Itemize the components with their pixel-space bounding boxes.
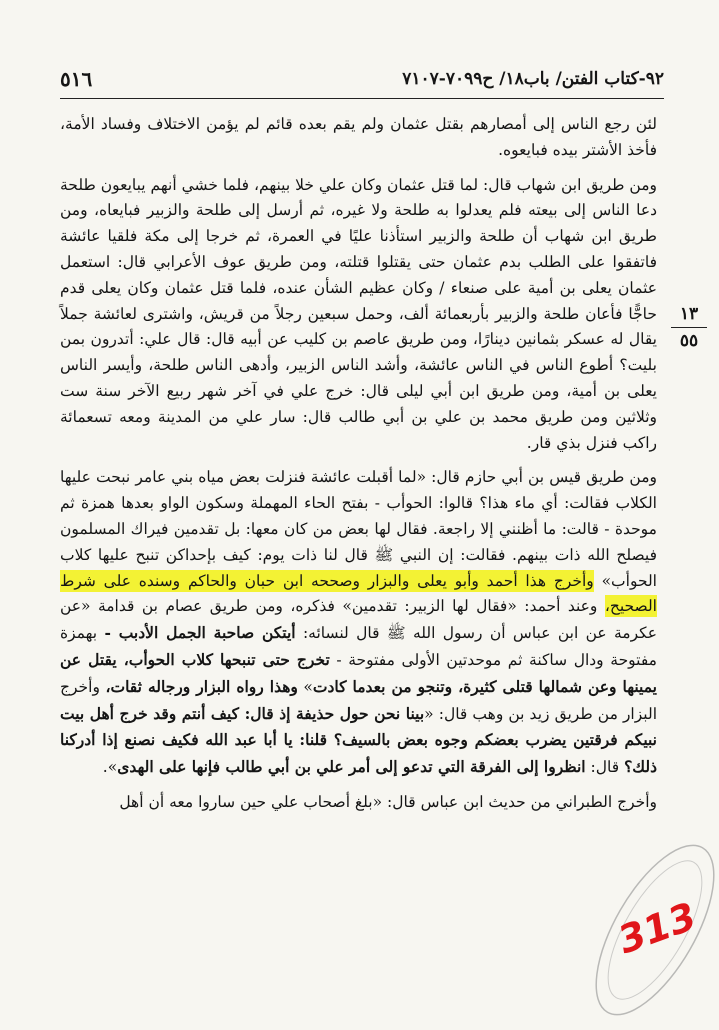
paragraph-3 xyxy=(60,465,657,781)
margin-reference xyxy=(667,303,711,352)
body-text xyxy=(60,112,657,1004)
margin-reference-divider xyxy=(671,327,707,328)
margin-reference-bottom: ٥٥ xyxy=(679,331,699,351)
watermark-text: 313 xyxy=(612,893,702,963)
p3-text-5: وأخرج البزار من طريق زيد بن وهب قال: « xyxy=(60,677,658,723)
p3-bold-4: بينا نحن حول حذيفة إذ قال: كيف أنتم وقد خرج أهل بيت نبيكم فرقتين يضرب بعضكم وجوه بعض بالسيف؟ قلنا: يا أبا عبد الله فكيف نصنع إذا أدركنا ذلك؟ xyxy=(60,703,657,777)
paragraph-2: ومن طريق ابن شهاب قال: لما قتل عثمان وكان علي خلا بينهم، فلما خشي أنهم يبايعون طلحة دعا الناس إلى بيعته فلم يعدلوا به طلحة ولا غيره، ثم أرسل إلى طلحة والزبير فبايعاه، ومن طريق ابن شهاب أن طلحة والزبير استأذنا عليًا في العمرة، ثم خرجا إلى مكة فلقيا عائشة فاتفقوا على الطلب بدم عثمان حتى يقتلوا قتلته، ومن طريق عوف الأعرابي قال: استعمل عثمان يعلى بن أمية على صنعاء / وكان عظيم الشأن عنده، فلما قتل عثمان وكان يعلى قدم حاجًّا فأعان طلحة والزبير بأربعمائة ألف، وحمل سبعين رجلاً من قريش، واشترى لعائشة جملاً يقال له عسكر بثمانين دينارًا، ومن طريق عاصم بن كليب عن أبيه قال: قال علي: أتدرون بمن بليت؟ أطوع الناس في الناس عائشة، وأشد الناس الزبير، وأدهى الناس طلحة، وأيسر الناس يعلى بن أمية، ومن طريق ابن أبي ليلى قال: خرج علي في آخر شهر ربيع الآخر سنة ست وثلاثين ومن طريق محمد بن علي بن أبي طالب قال: سار علي من المدينة ومعه تسعمائة راكب فنزل بذي قار. xyxy=(60,175,657,452)
p3-bold-3: وهذا رواه البزار ورجاله ثقات، xyxy=(105,676,298,696)
margin-reference-top: ١٣ xyxy=(679,304,699,324)
page-number: ٥١٦ xyxy=(60,67,93,91)
header-rule xyxy=(60,98,664,99)
p3-bold-5: انظروا إلى الفرقة التي تدعو إلى أمر علي بن أبي طالب فإنها على الهدى xyxy=(117,757,586,777)
paragraph-4: وأخرج الطبراني من حديث ابن عباس قال: «بلغ أصحاب علي حين ساروا معه أن أهل xyxy=(119,792,657,811)
p3-bold-1: أيتكن صاحبة الجمل الأدبب - xyxy=(104,623,296,643)
p3-text-4: » xyxy=(297,677,313,696)
paragraph-1: لئن رجع الناس إلى أمصارهم بقتل عثمان ولم يقم بعده قائم لم يؤمن الاختلاف وفساد الأمة، فأخذ الأشتر بيده فبايعوه. xyxy=(60,115,657,159)
p3-bold-2: تخرج حتى تنبحها كلاب الحوأب، يقتل عن يمينها وعن شمالها قتلى كثيرة، وتنجو من بعدما كادت xyxy=(60,649,657,696)
highlighted-text: وأخرج هذا أحمد وأبو يعلى والبزار وصححه ابن حبان والحاكم وسنده على شرط الصحيح، xyxy=(60,571,657,616)
page-header xyxy=(60,62,664,96)
running-head: ٩٢-كتاب الفتن/ باب١٨/ ح٧٠٩٩-٧١٠٧ xyxy=(402,69,664,89)
p3-text-7: ». xyxy=(102,758,118,777)
watermark xyxy=(580,830,719,1030)
p3-text-1: ومن طريق قيس بن أبي حازم قال: «لما أقبلت عائشة فنزلت بعض مياه بني عامر نبحت عليها الكلاب فقالت: أي ماء هذا؟ قالوا: الحوأب - بفتح الحاء المهملة وسكون الواو بعدها همزة ثم موحدة - قالت: ما أظنني إلا راجعة. فقال لها بعض من كان معها: بل تقدمين فيراك المسلمون فيصلح الله ذات بينهم. فقالت: إن النبي ﷺ قال لنا ذات يوم: كيف بإحداكن تنبح عليها كلاب الحوأب» xyxy=(60,468,657,590)
p3-text-6: قال: xyxy=(585,758,625,777)
p3-text-2: وعند أحمد: «فقال لها الزبير: تقدمين» فذكره، ومن طريق عصام بن قدامة «عن عكرمة عن ابن عباس أن رسول الله ﷺ قال لنسائه: xyxy=(60,597,657,643)
p3-text-3: بهمزة مفتوحة ودال ساكنة ثم موحدتين الأولى مفتوحة - xyxy=(60,624,657,669)
